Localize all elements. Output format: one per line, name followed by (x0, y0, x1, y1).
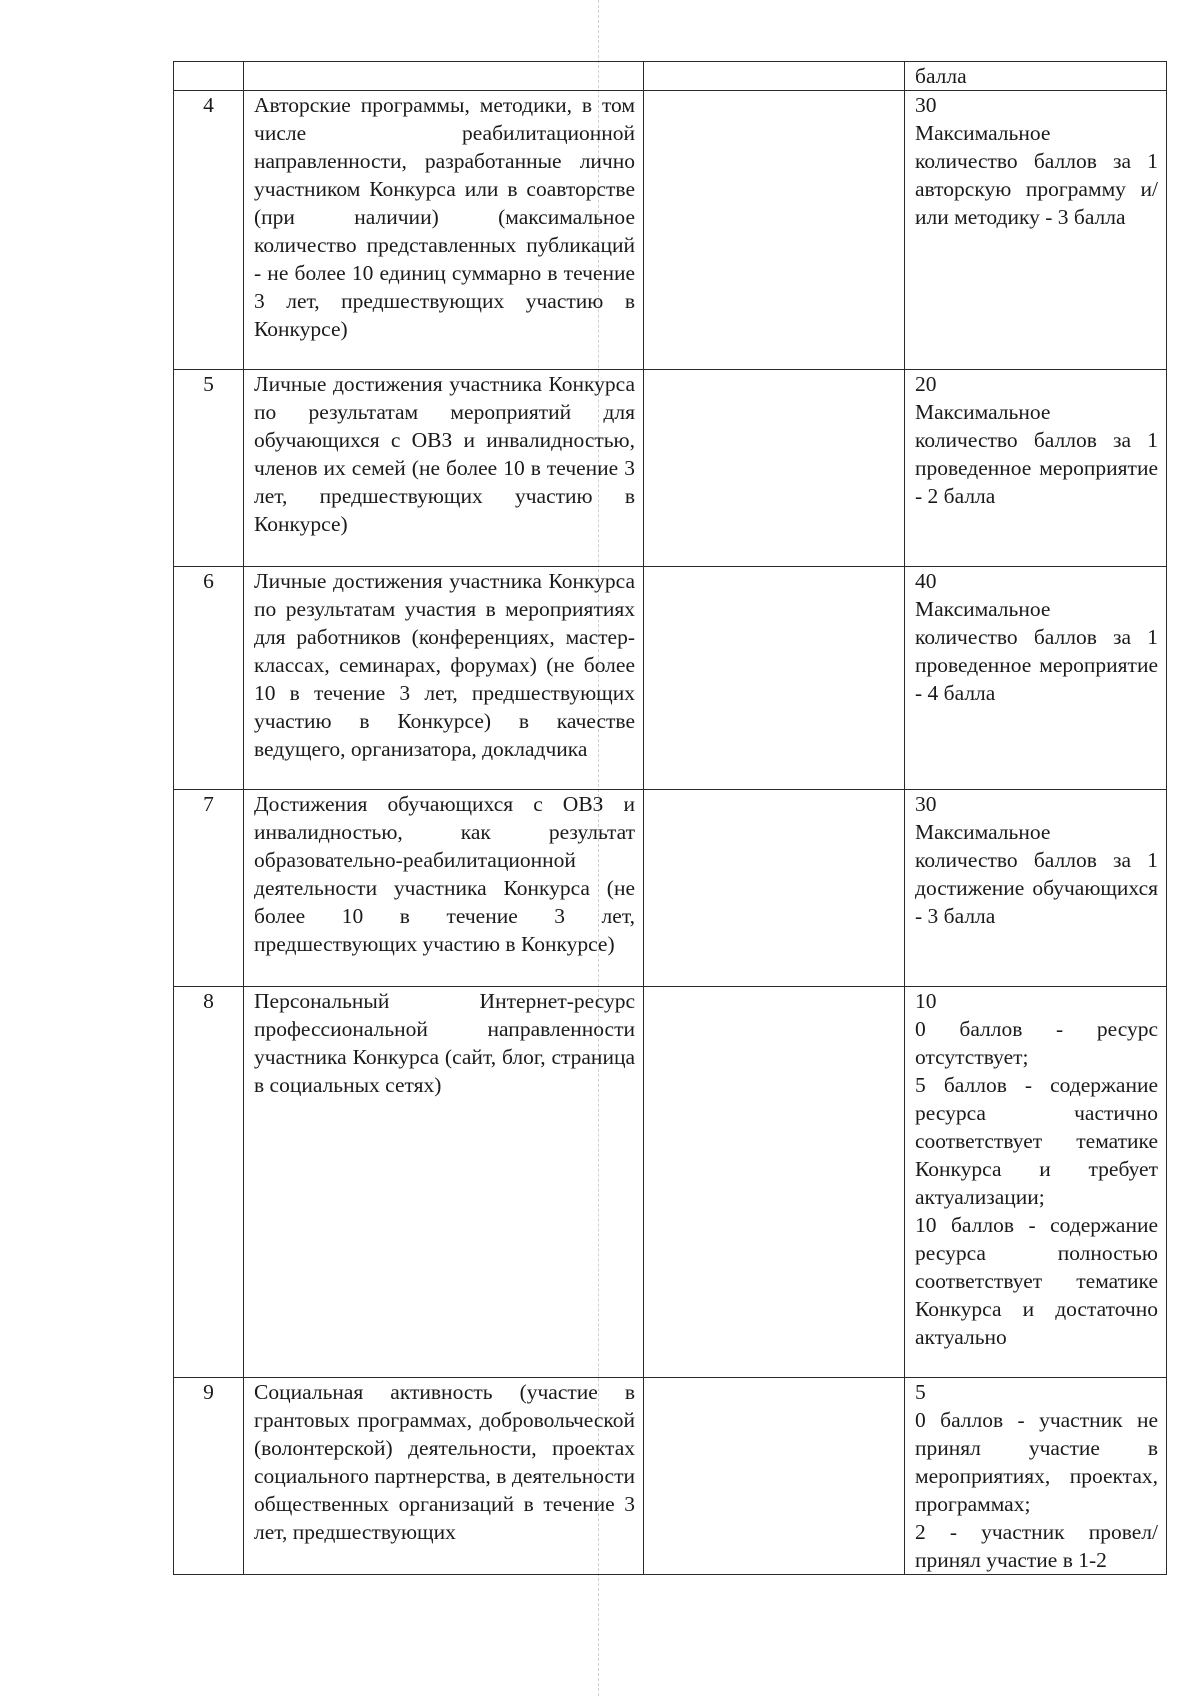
cell-criterion: Личные достижения участника Конкурса по результатам мероприятий для обучающихся с ОВЗ и инвалидностью, членов их семей (не более 10 в течение 3 лет, предшествующих участию в Конкурсе) (244, 370, 644, 567)
cell-score (905, 370, 1167, 567)
max-points: 20 (915, 372, 937, 396)
cell-criterion: Социальная активность (участие в грантовых программах, добровольческой (волонтерской) деятельности, проектах социального партнерства, в деятельности общественных организаций в течение 3 лет, предшествующих (244, 1378, 644, 1575)
cell-blank (644, 91, 905, 370)
max-points: 30 (915, 93, 937, 117)
cell-score (905, 567, 1167, 790)
cell-score (905, 1378, 1167, 1575)
cell-number: 8 (174, 987, 244, 1378)
score-description: 10 баллов - содержание ресурса полностью соответствует тематике Конкурса и достаточно актуально (915, 1213, 1158, 1349)
table-row (174, 987, 1167, 1378)
score-description: 0 баллов - ресурс отсутствует; (915, 1017, 1158, 1069)
cell-number (174, 62, 244, 91)
cell-blank (644, 370, 905, 567)
table-row (174, 370, 1167, 567)
cell-blank (644, 790, 905, 987)
max-points: 30 (915, 792, 937, 816)
cell-number: 6 (174, 567, 244, 790)
cell-criterion: Достижения обучающихся с ОВЗ и инвалидностью, как результат образовательно-реабилитационной деятельности участника Конкурса (не более 10 в течение 3 лет, предшествующих участию в Конкурсе) (244, 790, 644, 987)
cell-blank (644, 1378, 905, 1575)
cell-criterion: Авторские программы, методики, в том числе реабилитационной направленности, разработанные лично участником Конкурса или в соавторстве (при наличии) (максимальное количество представленных публикаций - не более 10 единиц суммарно в течение 3 лет, предшествующих участию в Конкурсе) (244, 91, 644, 370)
max-points: 5 (915, 1380, 926, 1404)
table-row (174, 1378, 1167, 1575)
cell-criterion (244, 62, 644, 91)
cell-score (905, 987, 1167, 1378)
score-description: Максимальное количество баллов за 1 достижение обучающихся - 3 балла (915, 820, 1158, 928)
max-points: 40 (915, 569, 937, 593)
cell-score (905, 790, 1167, 987)
table-row (174, 567, 1167, 790)
cell-score: балла (905, 62, 1167, 91)
table-row (174, 91, 1167, 370)
score-description: 5 баллов - содержание ресурса частично соответствует тематике Конкурса и требует актуализации; (915, 1073, 1158, 1209)
cell-number: 5 (174, 370, 244, 567)
score-description: Максимальное количество баллов за 1 проведенное мероприятие - 4 балла (915, 597, 1158, 705)
score-description: Максимальное количество баллов за 1 авторскую программу и/или методику - 3 балла (915, 121, 1158, 229)
score-description: Максимальное количество баллов за 1 проведенное мероприятие - 2 балла (915, 400, 1158, 508)
max-points: 10 (915, 989, 937, 1013)
cell-blank (644, 987, 905, 1378)
table-row-continuation (174, 62, 1167, 91)
score-description: 0 баллов - участник не принял участие в мероприятиях, проектах, программах; (915, 1408, 1158, 1516)
criteria-table (173, 61, 1167, 1575)
cell-blank (644, 567, 905, 790)
cell-blank (644, 62, 905, 91)
cell-criterion: Персональный Интернет-ресурс профессиональной направленности участника Конкурса (сайт, блог, страница в социальных сетях) (244, 987, 644, 1378)
cell-number: 9 (174, 1378, 244, 1575)
score-description: 2 - участник провел/ принял участие в 1-2 (915, 1520, 1158, 1572)
cell-score (905, 91, 1167, 370)
cell-criterion: Личные достижения участника Конкурса по результатам участия в мероприятиях для работников (конференциях, мастер-классах, семинарах, форумах) (не более 10 в течение 3 лет, предшествующих участию в Конкурсе) в качестве ведущего, организатора, докладчика (244, 567, 644, 790)
table-row (174, 790, 1167, 987)
cell-number: 7 (174, 790, 244, 987)
cell-number: 4 (174, 91, 244, 370)
